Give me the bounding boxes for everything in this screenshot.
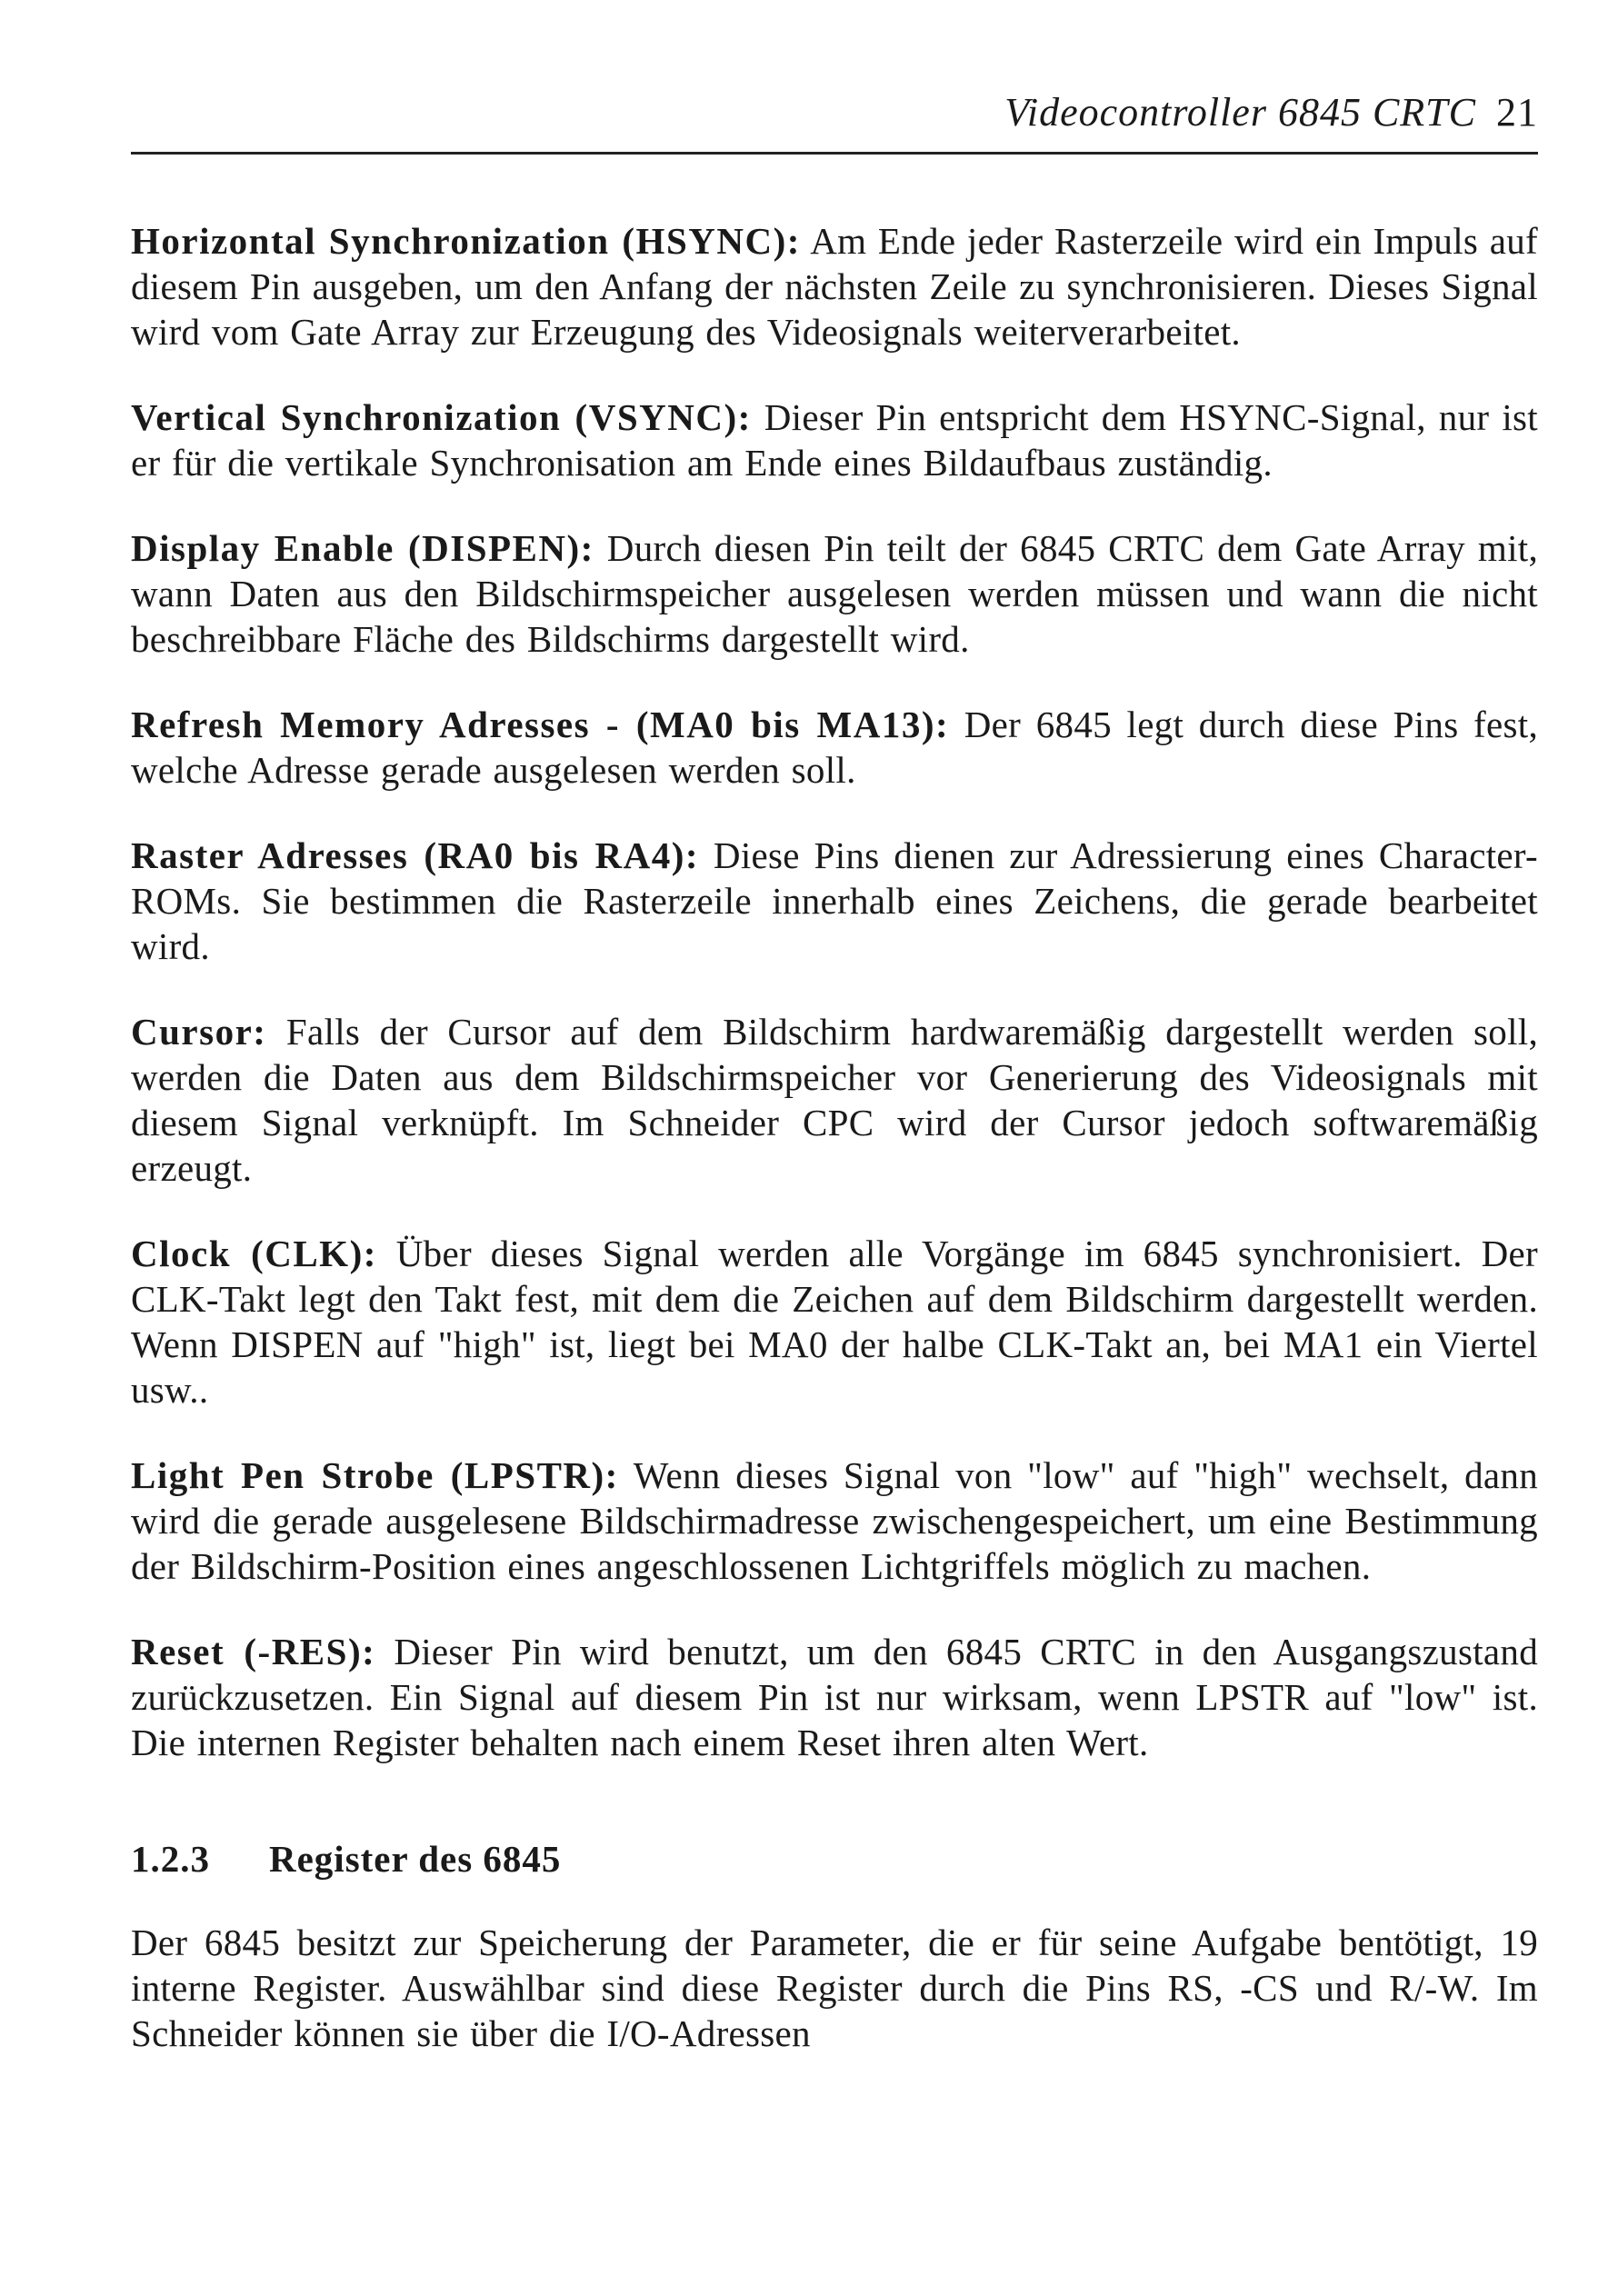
pin-description-hsync bbox=[131, 218, 1538, 354]
pin-description-vsync bbox=[131, 394, 1538, 485]
pin-term: Raster Adresses (RA0 bis RA4): bbox=[131, 834, 700, 876]
pin-text: Der 6845 legt durch diese Pins fest, welche Adresse gerade ausgelesen werden soll. bbox=[131, 704, 1538, 791]
pin-term: Cursor: bbox=[131, 1011, 267, 1053]
pin-term: Light Pen Strobe (LPSTR): bbox=[131, 1454, 619, 1496]
page-number: 21 bbox=[1496, 90, 1538, 135]
pin-description-res bbox=[131, 1629, 1538, 1765]
pin-term: Horizontal Synchronization (HSYNC): bbox=[131, 220, 801, 262]
pin-term: Clock (CLK): bbox=[131, 1233, 377, 1274]
pin-description-ra bbox=[131, 833, 1538, 969]
page-body bbox=[131, 218, 1538, 2056]
pin-term: Refresh Memory Adresses - (MA0 bis MA13): bbox=[131, 704, 950, 745]
pin-description-cursor bbox=[131, 1009, 1538, 1191]
pin-text: Diese Pins dienen zur Adressierung eines Character-ROMs. Sie bestimmen die Rasterzeile innerhalb eines Zeichens, die gerade bearbeitet wird. bbox=[131, 834, 1538, 967]
pin-text: Wenn dieses Signal von "low" auf "high" wechselt, dann wird die gerade ausgelesene Bildschirmadresse zwischengespeichert, um eine Bestimmung der Bildschirm-Position eines angeschlossenen Lichtgriffels möglich zu machen. bbox=[131, 1454, 1538, 1587]
section-paragraph: Der 6845 besitzt zur Speicherung der Parameter, die er für seine Aufgabe bentötigt, 19 interne Register. Auswählbar sind diese Register durch die Pins RS, -CS und R/-W. Im Schneider können sie über die I/O-Adressen bbox=[131, 1922, 1538, 2054]
running-head bbox=[1004, 89, 1538, 135]
pin-term: Display Enable (DISPEN): bbox=[131, 527, 594, 569]
pin-term: Reset (-RES): bbox=[131, 1631, 376, 1672]
pin-text: Am Ende jeder Rasterzeile wird ein Impuls auf diesem Pin ausgeben, um den Anfang der nächsten Zeile zu synchronisieren. Dieses Signal wird vom Gate Array zur Erzeugung des Videosignals weiterverarbeitet. bbox=[131, 220, 1538, 353]
pin-description-clk bbox=[131, 1231, 1538, 1413]
pin-description-lpstr bbox=[131, 1452, 1538, 1589]
pin-text: Dieser Pin wird benutzt, um den 6845 CRTC in den Ausgangszustand zurückzusetzen. Ein Signal auf diesem Pin ist nur wirksam, wenn LPSTR auf "low" ist. Die internen Register behalten nach einem Reset ihren alten Wert. bbox=[131, 1631, 1539, 1763]
section-number: 1.2.3 bbox=[131, 1838, 210, 1880]
pin-term: Vertical Synchronization (VSYNC): bbox=[131, 396, 752, 438]
section-heading bbox=[131, 1836, 1538, 1882]
section-title: Register des 6845 bbox=[269, 1838, 562, 1880]
pin-description-ma bbox=[131, 702, 1538, 793]
pin-text: Falls der Cursor auf dem Bildschirm hardwaremäßig dargestellt werden soll, werden die Daten aus dem Bildschirmspeicher vor Generierung des Videosignals mit diesem Signal verknüpft. Im Schneider CPC wird der Cursor jedoch softwaremäßig erzeugt. bbox=[131, 1011, 1538, 1189]
pin-text: Über dieses Signal werden alle Vorgänge im 6845 synchronisiert. Der CLK-Takt legt den Takt fest, mit dem die Zeichen auf dem Bildschirm dargestellt werden. Wenn DISPEN auf "high" ist, liegt bei MA0 der halbe CLK-Takt an, bei MA1 ein Viertel usw.. bbox=[131, 1233, 1538, 1411]
pin-description-dispen bbox=[131, 525, 1538, 662]
pin-text: Dieser Pin entspricht dem HSYNC-Signal, nur ist er für die vertikale Synchronisation am Ende eines Bildaufbaus zuständig. bbox=[131, 396, 1538, 484]
running-head-title: Videocontroller 6845 CRTC bbox=[1004, 90, 1476, 135]
pin-text: Durch diesen Pin teilt der 6845 CRTC dem Gate Array mit, wann Daten aus den Bildschirmspeicher ausgelesen werden müssen und wann die nicht beschreibbare Fläche des Bildschirms dargestellt wird. bbox=[131, 527, 1538, 660]
page-header bbox=[131, 89, 1538, 155]
